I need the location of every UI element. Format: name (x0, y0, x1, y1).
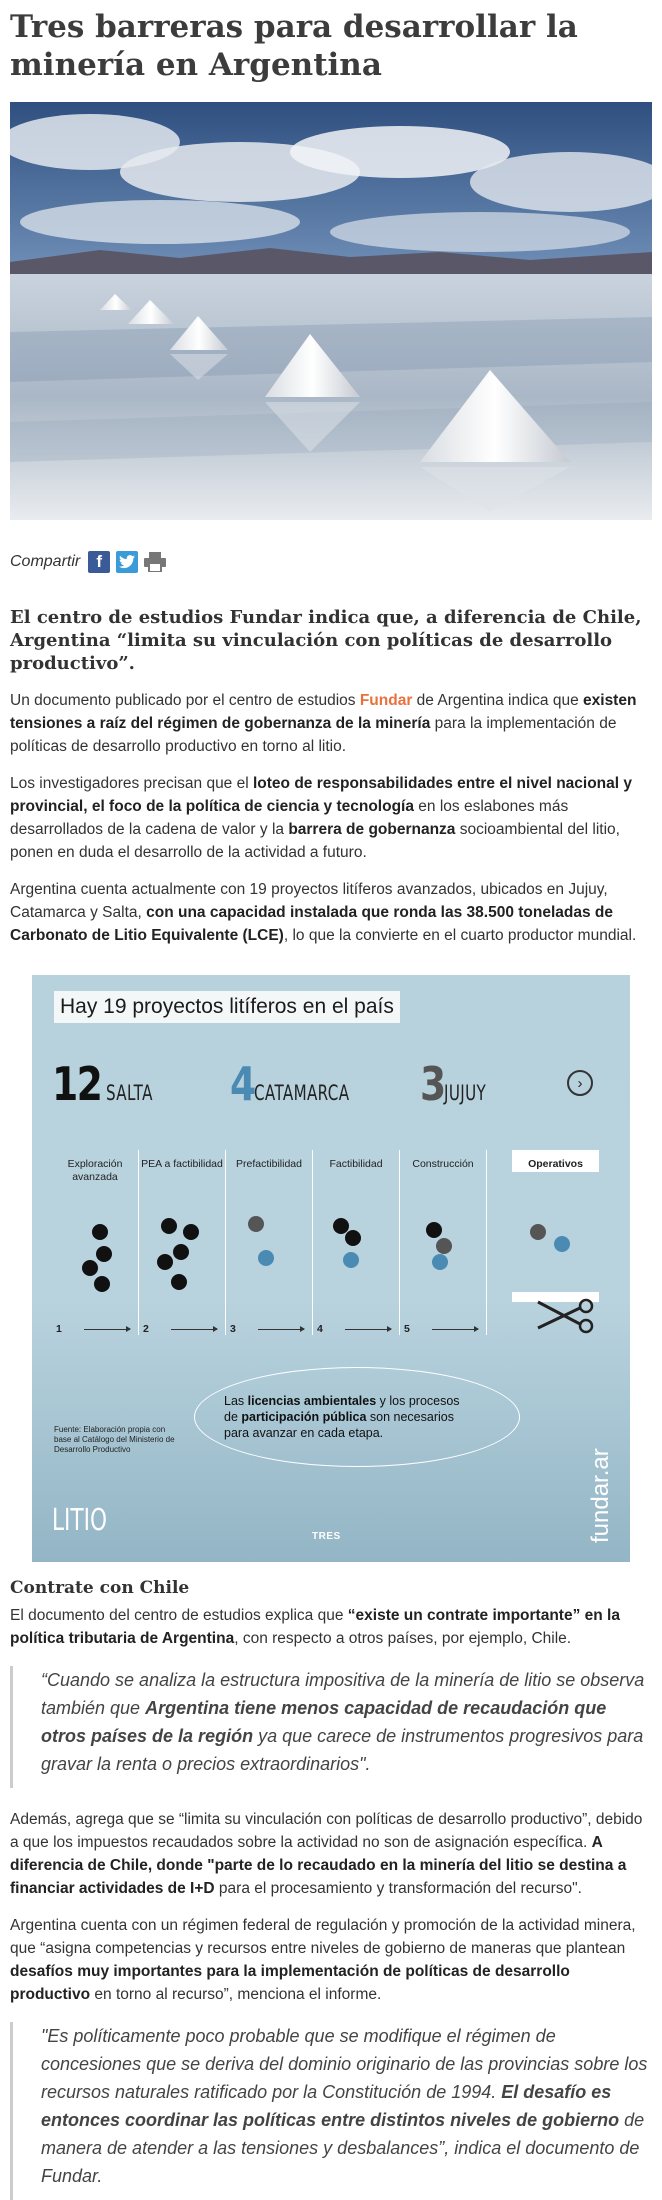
paragraph-6: Argentina cuenta con un régimen federal de regulación y promoción de la actividad minera, que “asigna competencias y recursos entre niveles de gobierno de maneras que plantean desafíos muy importantes para la implementación de políticas de desarrollo productivo en torno al recurso”, menciona el informe. (10, 1917, 636, 2003)
series-number: TRES (312, 1531, 341, 1542)
stages-chart (52, 1150, 610, 1335)
paragraph-2: Los investigadores precisan que el loteo de responsabilidades entre el nivel nacional y provincial, el foco de la política de ciencia y tecnología en los eslabones más desarrollados de la cadena de valor y la barrera de gobernanza socioambiental del litio, ponen en duda el desarrollo de la actividad a futuro. (10, 775, 632, 861)
share-label: Compartir (10, 553, 81, 570)
fundar-link[interactable]: Fundar (359, 692, 413, 709)
section-title: Contrate con Chile (10, 1578, 190, 1598)
salt-flat-photo (10, 102, 652, 520)
paragraph-4: El documento del centro de estudios explica que “existe un contrate importante” en la política tributaria de Argentina, con respecto a otros países, por ejemplo, Chile. (10, 1607, 620, 1647)
article-title: Tres barreras para desarrollar la minería en Argentina (10, 9, 578, 83)
stage-pea: PEA a factibilidad 2 (139, 1150, 226, 1335)
print-icon[interactable] (144, 551, 166, 573)
lithium-infographic (32, 975, 630, 1562)
infographic-source: Fuente: Elaboración propia con base al Catálogo del Ministerio de Desarrollo Productivo (54, 1425, 175, 1454)
facebook-icon[interactable]: f (88, 551, 110, 573)
province-catamarca: 4 CATAMARCA (230, 1057, 350, 1111)
paragraph-3: Argentina cuenta actualmente con 19 proyectos litíferos avanzados, ubicados en Jujuy, Catamarca y Salta, con una capacidad instalada que ronda las 38.500 toneladas de Carbonato de Litio Equivalente (LCE), lo que la convierte en el cuarto productor mundial. (10, 881, 637, 944)
stage-construccion: Construcción 5 (400, 1150, 487, 1335)
scissors-icon (536, 1298, 596, 1334)
stage-prefactibilidad: Prefactibilidad 3 (226, 1150, 313, 1335)
article-lead: El centro de estudios Fundar indica que, a diferencia de Chile, Argentina “limita su vinculación con políticas de desarrollo productivo”. (10, 607, 642, 674)
quote-2: "Es políticamente poco probable que se modifique el régimen de concesiones que se deriva del dominio originario de las provincias sobre los recursos naturales ratificado por la Constitución de 1994. El desafío es entonces coordinar las políticas entre distintos niveles de gobierno de manera de atender a las tensiones y desbalances”, indica el documento de Fundar. (10, 2022, 652, 2200)
province-salta: 12 SALTA (52, 1057, 153, 1111)
stage-factibilidad: Factibilidad 4 (313, 1150, 400, 1335)
series-label: LITIO (52, 1503, 107, 1538)
brand-logo: fundar.ar (587, 1448, 614, 1543)
quote-1: “Cuando se analiza la estructura impositiva de la minería de litio se observa también que Argentina tiene menos capacidad de recaudación que otros países de la región ya que carece de instrumentos progresivos para gravar la renta o precios extraordinarios". (10, 1666, 652, 1788)
paragraph-1: Un documento publicado por el centro de estudios Fundar de Argentina indica que existen tensiones a raíz del régimen de gobernanza de la minería para la implementación de políticas de desarrollo productivo en torno al litio. (10, 692, 637, 755)
licenses-note: Las licencias ambientales y los procesos de participación pública son necesarios para avanzar en cada etapa. (224, 1394, 460, 1440)
twitter-icon[interactable] (116, 551, 138, 573)
hero-image (10, 102, 652, 520)
stage-operativos: Operativos (512, 1150, 599, 1335)
next-arrow-icon[interactable]: › (567, 1070, 593, 1096)
paragraph-5: Además, agrega que se “limita su vinculación con políticas de desarrollo productivo”, debido a que los impuestos recaudados sobre la actividad no son de asignación específica. A diferencia de Chile, donde "parte de lo recaudado en la minería del litio se destina a financiar actividades de I+D para el procesamiento y transformación del recurso". (10, 1811, 643, 1897)
infographic-title: Hay 19 proyectos litíferos en el país (54, 991, 400, 1023)
share-bar (10, 550, 652, 574)
province-jujuy: 3 JUJUY (420, 1057, 487, 1111)
stage-exploracion: Exploración avanzada 1 (52, 1150, 139, 1335)
